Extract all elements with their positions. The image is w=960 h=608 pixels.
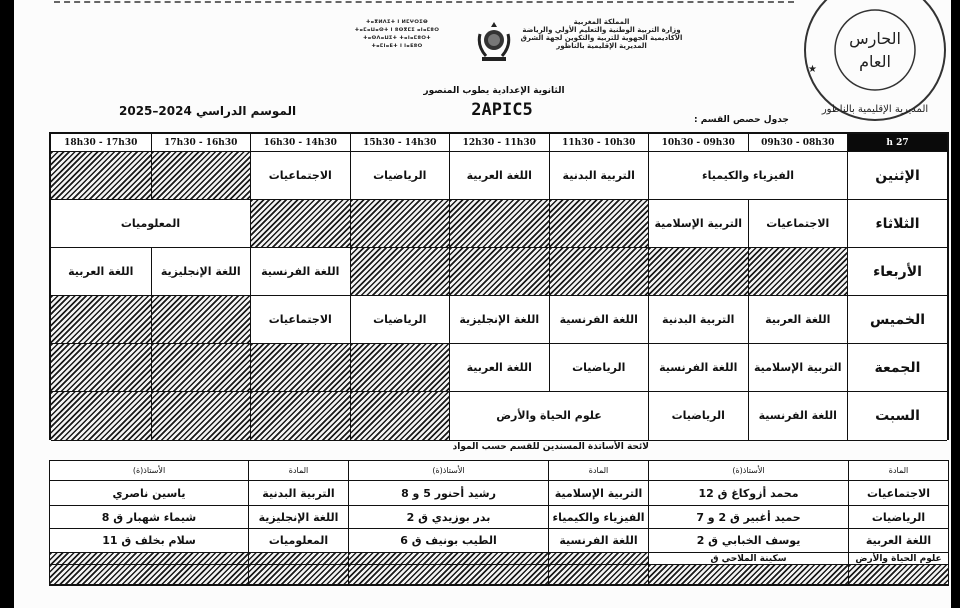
- table-label: جدول حصص القسم :: [694, 115, 789, 125]
- teacher-cell: يوسف الخبابي ق 2: [648, 529, 848, 553]
- blocked-slot: [151, 152, 251, 200]
- day-label: الجمعة: [847, 344, 947, 392]
- moroccan-coat-of-arms-icon: [476, 20, 512, 64]
- teacher-cell: محمد أزوكاغ ق 12: [648, 481, 848, 506]
- subject-cell: اللغة الإنجليزية: [248, 506, 348, 529]
- subject-cell: الاجتماعيات: [848, 481, 948, 506]
- blocked-cell: [248, 553, 348, 565]
- header-line: ⵜⴰⵙⴷⴰⵡⵉⵜ ⵜⴰⵏⴰⵎⵓⵔⵜ: [363, 35, 431, 41]
- subject-column-header: المادة: [548, 461, 648, 481]
- blocked-cell: [50, 565, 248, 585]
- time-slot-header: 12h30 - 11h30: [449, 134, 549, 152]
- blocked-slot: [449, 200, 549, 248]
- teacher-column-header: الأستاذ(ة): [50, 461, 248, 481]
- ministry-header-arabic: [519, 18, 684, 50]
- subject-cell: اللغة الفرنسية: [548, 529, 648, 553]
- subject-column-header: المادة: [248, 461, 348, 481]
- blocked-slot: [250, 392, 350, 441]
- teacher-cell: الطيب بونيف ق 6: [348, 529, 548, 553]
- header-line: ⵜⴰⴳⵍⴷⵉⵜ ⵏ ⵍⵎⵖⵔⵉⴱ: [365, 19, 429, 25]
- lesson-cell: الرياضيات: [648, 392, 748, 441]
- lesson-cell: الاجتماعيات: [250, 296, 350, 344]
- lesson-cell: علوم الحياة والأرض: [449, 392, 648, 441]
- lesson-cell: الرياضيات: [350, 296, 450, 344]
- stamp-text-line2: العام: [859, 52, 891, 71]
- teacher-cell: سلام بخلف ق 11: [50, 529, 248, 553]
- subject-cell: التربية البدنية: [248, 481, 348, 506]
- lesson-cell: اللغة الإنجليزية: [151, 248, 251, 296]
- subject-cell: المعلوميات: [248, 529, 348, 553]
- lesson-cell: اللغة الفرنسية: [648, 344, 748, 392]
- teacher-cell: رشيد أحنور 5 و 8: [348, 481, 548, 506]
- blocked-slot: [350, 200, 450, 248]
- teacher-cell: شيماء شهبار ق 8: [50, 506, 248, 529]
- blocked-slot: [350, 392, 450, 441]
- blocked-slot: [549, 200, 649, 248]
- blocked-slot: [151, 296, 251, 344]
- day-label: الإثنين: [847, 152, 947, 200]
- blocked-cell: [848, 565, 948, 585]
- total-hours-header: 27 h: [847, 134, 947, 152]
- subject-column-header: المادة: [848, 461, 948, 481]
- lesson-cell: اللغة العربية: [449, 152, 549, 200]
- blocked-slot: [449, 248, 549, 296]
- blocked-slot: [250, 200, 350, 248]
- blocked-slot: [51, 152, 151, 200]
- blocked-slot: [151, 344, 251, 392]
- lesson-cell: الفيزياء والكيمياء: [648, 152, 847, 200]
- official-stamp-icon: [800, 0, 950, 122]
- blocked-slot: [748, 248, 848, 296]
- weekly-schedule-grid: [49, 132, 949, 440]
- blocked-cell: [348, 565, 548, 585]
- stamp-text-line1: الحارس: [849, 29, 901, 48]
- lesson-cell: التربية الإسلامية: [648, 200, 748, 248]
- time-slot-header: 10h30 - 09h30: [648, 134, 748, 152]
- teachers-table: [49, 460, 949, 586]
- blocked-cell: [548, 553, 648, 565]
- header-line: المملكة المغربية: [573, 18, 630, 26]
- subject-cell: علوم الحياة والأرض: [848, 553, 948, 565]
- lesson-cell: المعلوميات: [51, 200, 250, 248]
- blocked-cell: [50, 553, 248, 565]
- day-label: الأربعاء: [847, 248, 947, 296]
- day-label: الخميس: [847, 296, 947, 344]
- lesson-cell: اللغة العربية: [449, 344, 549, 392]
- stamp-star-icon: ★: [808, 64, 817, 75]
- stamp-ring-text: المديرية الإقليمية بالناظور: [821, 104, 929, 115]
- school-season: الموسم الدراسي 2024–2025: [119, 104, 297, 118]
- lesson-cell: الاجتماعيات: [748, 200, 848, 248]
- timetable-document: [14, 0, 951, 608]
- time-slot-header: 15h30 - 14h30: [350, 134, 450, 152]
- blocked-slot: [51, 392, 151, 441]
- blocked-cell: [648, 565, 848, 585]
- lesson-cell: التربية البدنية: [549, 152, 649, 200]
- school-name: الثانوية الإعدادية يطوب المنصور: [423, 86, 565, 96]
- blocked-slot: [51, 344, 151, 392]
- teacher-column-header: الأستاذ(ة): [348, 461, 548, 481]
- blocked-cell: [348, 553, 548, 565]
- blocked-slot: [250, 344, 350, 392]
- blocked-slot: [549, 248, 649, 296]
- blocked-cell: [548, 565, 648, 585]
- teachers-list-title: لائحة الأساتذة المسندين للقسم حسب المواد: [452, 442, 649, 452]
- blocked-cell: [248, 565, 348, 585]
- blocked-slot: [350, 344, 450, 392]
- time-slot-header: 11h30 - 10h30: [549, 134, 649, 152]
- lesson-cell: اللغة الفرنسية: [549, 296, 649, 344]
- teacher-column-header: الأستاذ(ة): [648, 461, 848, 481]
- day-label: السبت: [847, 392, 947, 441]
- header-line: الأكاديمية الجهوية للتربية والتكوين لجهة الشرق: [520, 34, 683, 42]
- day-label: الثلاثاء: [847, 200, 947, 248]
- lesson-cell: الرياضيات: [350, 152, 450, 200]
- time-slot-header: 18h30 - 17h30: [51, 134, 151, 152]
- header-line: المديرية الإقليمية بالناظور: [556, 42, 647, 50]
- subject-cell: الرياضيات: [848, 506, 948, 529]
- lesson-cell: اللغة العربية: [748, 296, 848, 344]
- time-slot-header: 17h30 - 16h30: [151, 134, 251, 152]
- time-slot-header: 09h30 - 08h30: [748, 134, 848, 152]
- subject-cell: اللغة العربية: [848, 529, 948, 553]
- lesson-cell: اللغة الفرنسية: [748, 392, 848, 441]
- lesson-cell: التربية البدنية: [648, 296, 748, 344]
- lesson-cell: اللغة الفرنسية: [250, 248, 350, 296]
- teacher-cell: ياسين ناصري: [50, 481, 248, 506]
- lesson-cell: اللغة العربية: [51, 248, 151, 296]
- header-line: وزارة التربية الوطنية والتعليم الأولي والرياضة: [522, 26, 681, 34]
- blocked-slot: [51, 296, 151, 344]
- subject-cell: التربية الإسلامية: [548, 481, 648, 506]
- header-line: ⵜⴰⵎⴰⵡⴰⵙⵜ ⵏ ⵓⵙⴳⵎⵉ ⴰⵏⴰⵎⵓⵔ: [354, 27, 440, 33]
- lesson-cell: الرياضيات: [549, 344, 649, 392]
- ministry-header-tifinagh: [322, 18, 472, 50]
- teacher-cell: حميد أغبير ق 2 و 7: [648, 506, 848, 529]
- blocked-slot: [151, 392, 251, 441]
- teacher-cell: سكينة الملاحي ق: [648, 553, 848, 565]
- header-line: ⵜⴰⵎⵏⴰⴹⵜ ⵏ ⵏⴰⴹⵓⵔ: [371, 43, 423, 49]
- subject-cell: الفيزياء والكيمياء: [548, 506, 648, 529]
- lesson-cell: اللغة الإنجليزية: [449, 296, 549, 344]
- lesson-cell: التربية الإسلامية: [748, 344, 848, 392]
- blocked-slot: [350, 248, 450, 296]
- time-slot-header: 16h30 - 14h30: [250, 134, 350, 152]
- class-code: 2APIC5: [471, 100, 533, 120]
- top-dashed-line: [54, 1, 794, 3]
- teacher-cell: بدر بوزيدي ق 2: [348, 506, 548, 529]
- lesson-cell: الاجتماعيات: [250, 152, 350, 200]
- blocked-slot: [648, 248, 748, 296]
